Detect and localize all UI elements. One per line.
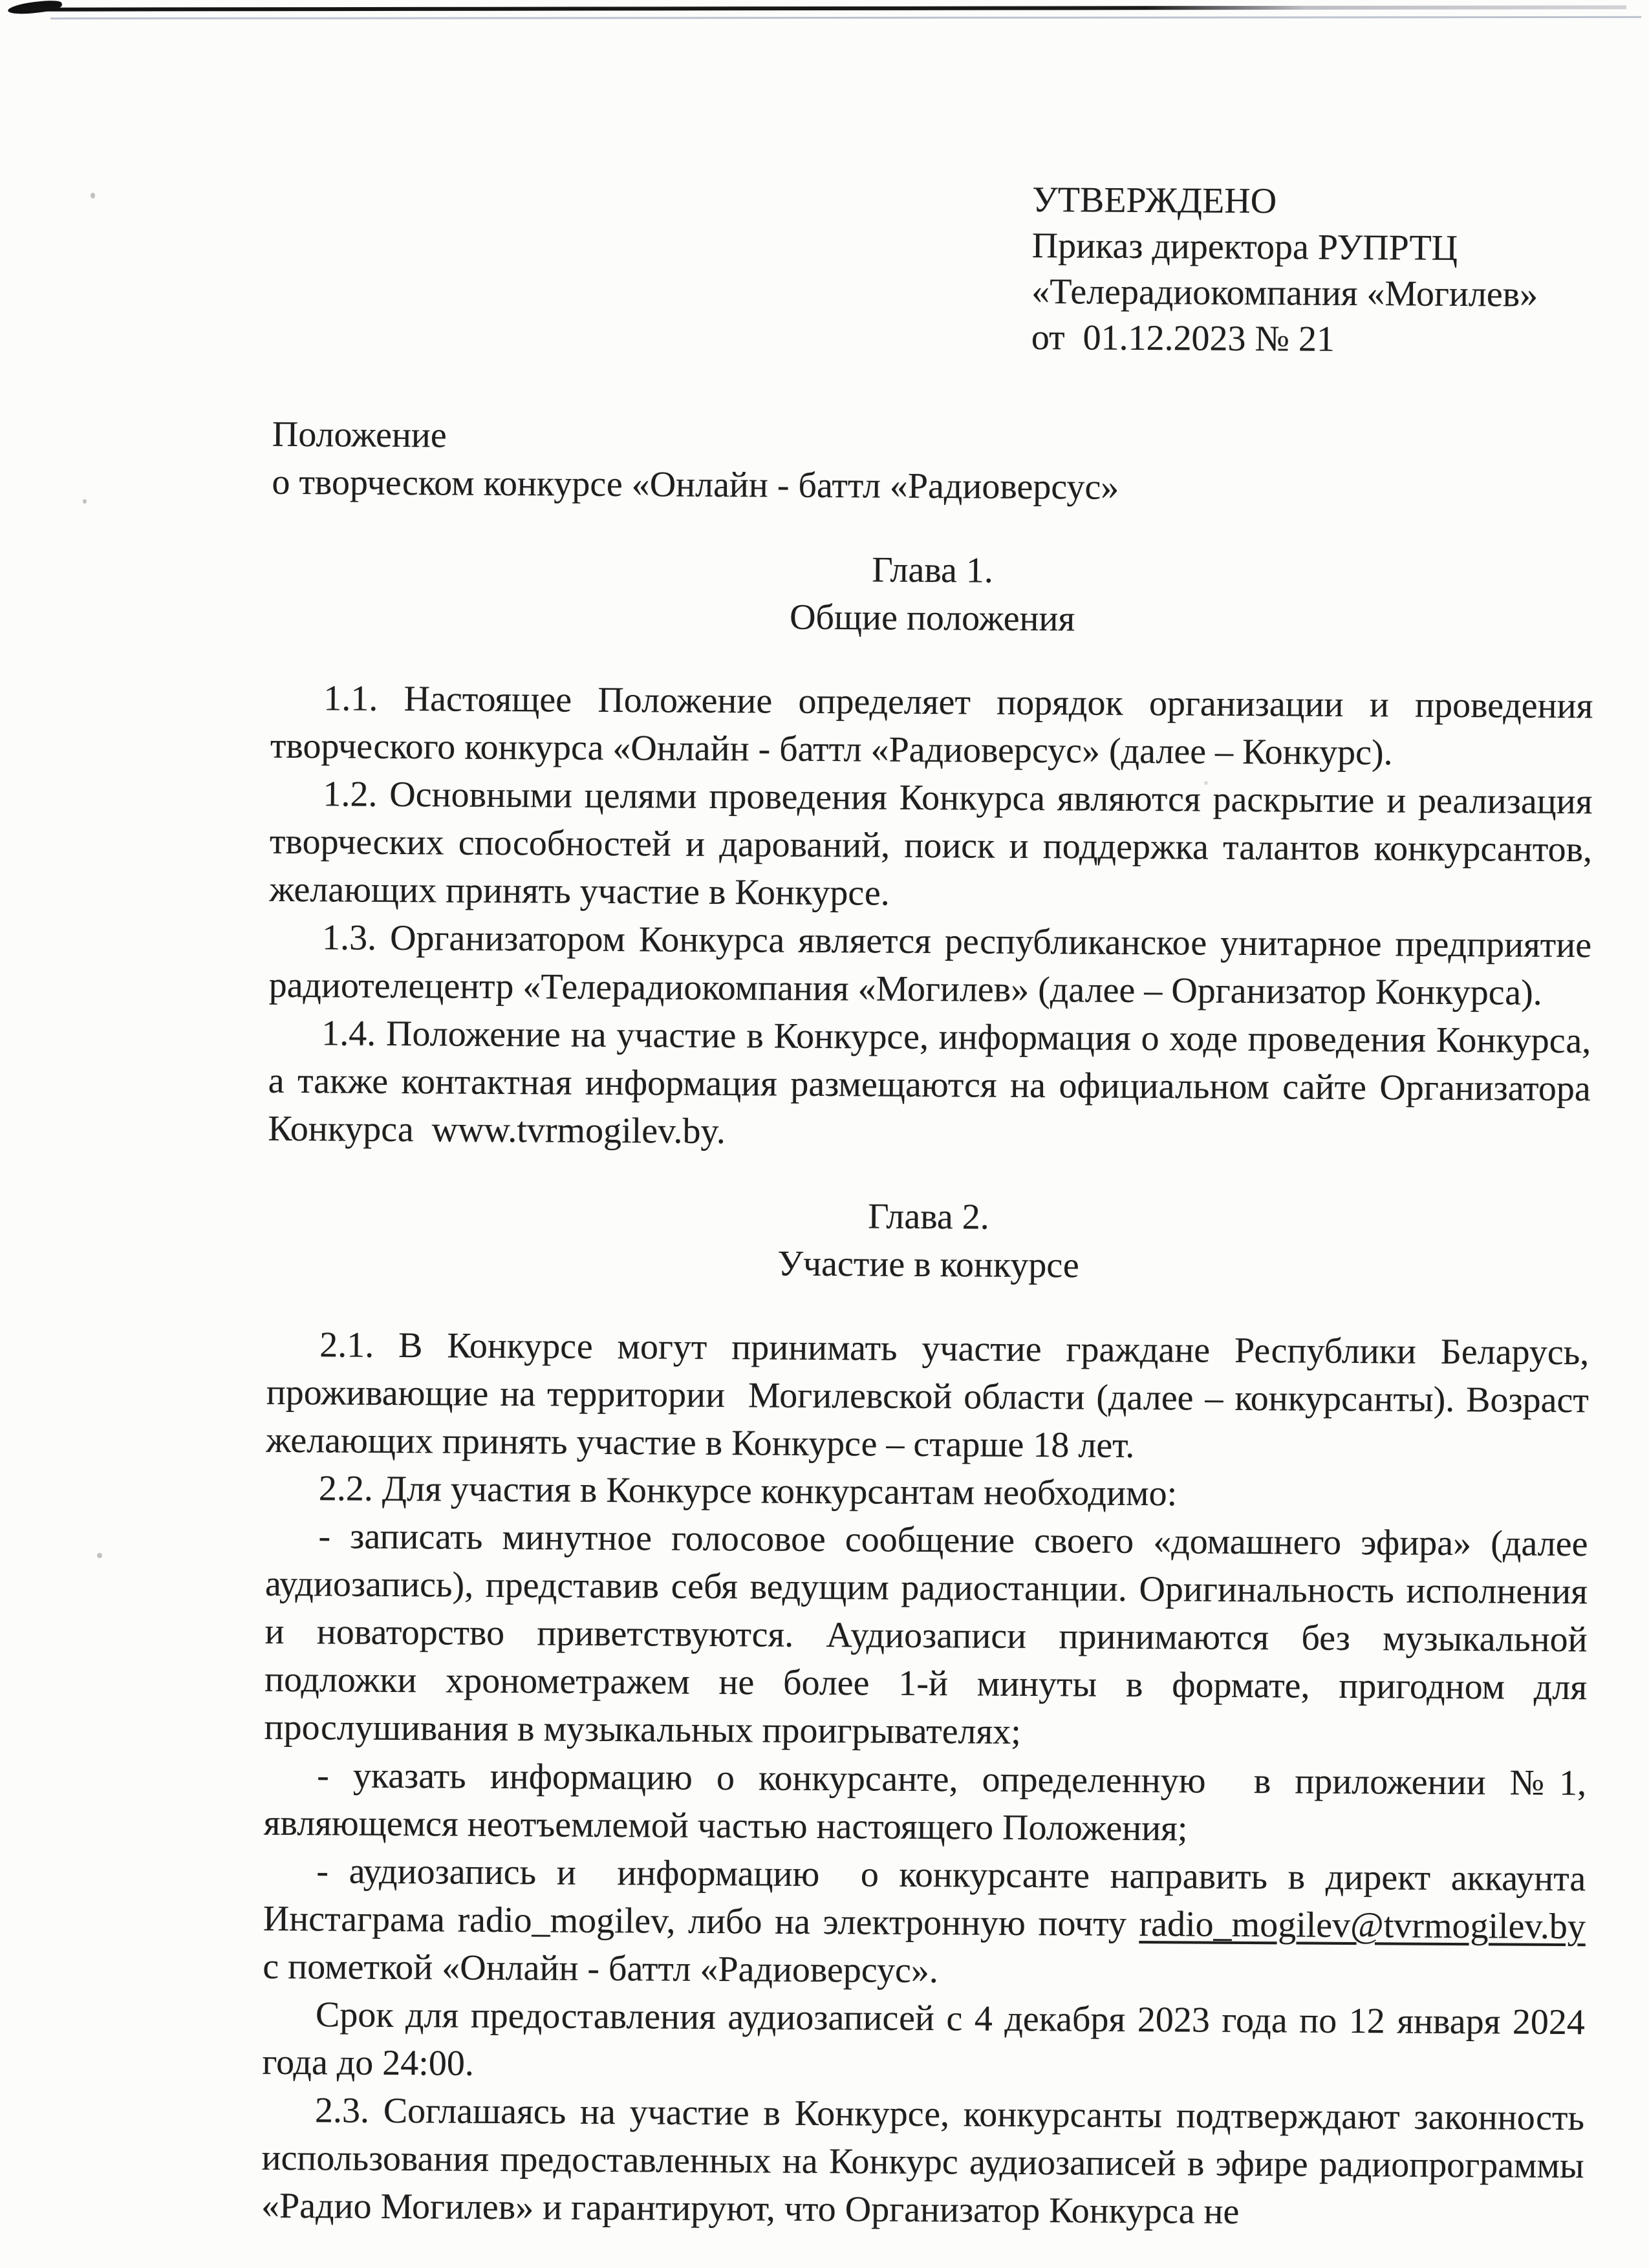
text-line: УТВЕРЖДЕНО — [1031, 179, 1277, 222]
clause-2-2-item-info: - указать информацию о конкурсанте, определенную в приложении №1, являющемся неотъемлемой частью настоящего Положения; — [263, 1755, 1587, 1849]
clause-2-1: 2.1. В Конкурсе могут принимать участие граждане Республики Беларусь, проживающие на территории Могилевской области (далее – конкурсанты). Возраст желающих принять участие в Конкурсе – старше 18 лет. — [266, 1325, 1590, 1466]
chapter-1-heading — [271, 542, 1594, 646]
clause-1-2: 1.2. Основными целями проведения Конкурса являются раскрытие и реализация творческих способностей и дарований, поиск и поддержка талантов конкурсантов, желающих принять участие в Конкурсе. — [269, 774, 1593, 914]
chapter-2-heading — [267, 1189, 1590, 1292]
text-line: Приказ директора РУПРТЦ — [1031, 225, 1458, 268]
text-run: с пометкой «Онлайн - баттл «Радиоверсус». — [263, 1946, 939, 1991]
text-line: о творческом конкурсе «Онлайн - баттл «Радиоверсус» — [272, 462, 1119, 508]
clause-deadline: Срок для предоставления аудиозаписей с 4 декабря 2023 года по 12 января 2024 года до 24:00. — [262, 1995, 1586, 2084]
clause-2-3: 2.3. Соглашаясь на участие в Конкурсе, конкурсанты подтверждают законность использования предоставленных на Конкурс аудиозаписей в эфире радиопрограммы «Радио Могилев» и гарантируют, что Организатор Конкурса не — [261, 2090, 1585, 2232]
text-line: Участие в конкурсе — [777, 1243, 1079, 1286]
clause-2-2-item-record: - записать минутное голосовое сообщение своего «домашнего эфира» (далее аудиозапись), представив себя ведущим радиостанции. Оригинальность исполнения и новаторство приветствуются. Аудиозаписи принимаются без музыкальной подложки хронометражем не более 1-й минуты в формате, пригодном для прослушивания в музыкальных проигрывателях; — [264, 1516, 1588, 1752]
document-title — [272, 411, 1595, 514]
text-line: от 01.12.2023 № 21 — [1031, 317, 1335, 359]
clause-1-3: 1.3. Организатором Конкурса является республиканское унитарное предприятие радиотелецентр «Телерадиокомпания «Могилев» (далее – Организатор Конкурса). — [268, 917, 1592, 1013]
clause-2-2: 2.2. Для участия в Конкурсе конкурсантам необходимо: — [318, 1468, 1178, 1514]
text-line: Положение — [272, 414, 447, 456]
clause-1-4: 1.4. Положение на участие в Конкурсе, информация о ходе проведения Конкурса, а также контактная информация размещаются на официальном сайте Организатора Конкурса www.tvrmogilev.by. — [268, 1013, 1591, 1152]
clause-2-2-item-send — [263, 1847, 1586, 1998]
approval-block — [1031, 177, 1539, 364]
text-line: Общие положения — [789, 597, 1075, 639]
text-line: Глава 2. — [868, 1196, 989, 1237]
text-run: - аудиозапись и информацию о конкурсанте направить в директ аккаунта Инстаграма radio_mogilev, либо на электронную почту — [263, 1851, 1586, 1945]
clause-1-1: 1.1. Настоящее Положение определяет порядок организации и проведения творческого конкурса «Онлайн - баттл «Радиоверсус» (далее – Конкурс). — [270, 678, 1593, 773]
text-line: Глава 1. — [872, 550, 994, 591]
email-address: radio_mogilev@tvrmogilev.by — [1139, 1904, 1586, 1947]
document-content — [261, 179, 1595, 2238]
text-line: «Телерадиокомпания «Могилев» — [1031, 271, 1538, 315]
